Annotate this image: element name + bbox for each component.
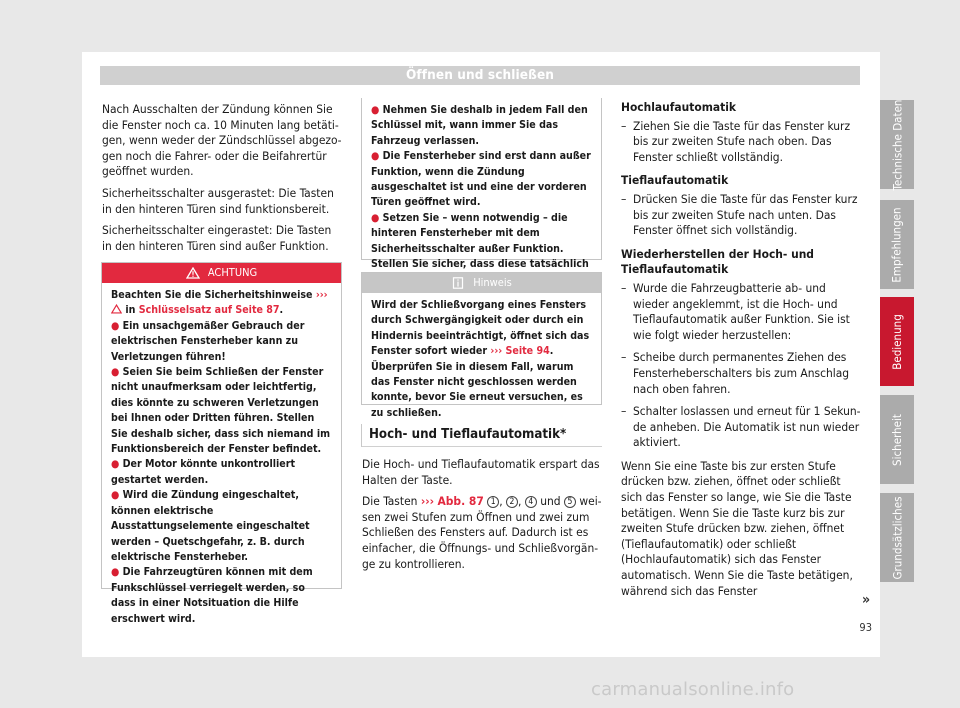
warning-intro bbox=[111, 288, 332, 319]
warning-bullet: ● Wird die Zündung eingeschaltet, können elektrische Ausstattungselemente eingeschaltet werden – Quetschgefahr, z. B. durch elektrische Fensterheber. bbox=[111, 489, 310, 563]
tab-label: Bedienung bbox=[890, 313, 904, 370]
warning-bullet: ● Seien Sie beim Schließen der Fenster nicht unaufmerksam oder leichtfertig, dies könnte zu schweren Verletzungen bei Ihnen oder Dritten führen. Stellen Sie deshalb sicher, dass sich niemand im Funktionsbereich der Fenster befindet. bbox=[111, 366, 331, 456]
paragraph: Wenn Sie eine Taste bis zur ersten Stufe drücken bzw. ziehen, öffnet oder schließt sich das Fenster so lange, wie Sie die Taste betätigen. Wenn Sie die Taste kurz bis zur zweiten Stufe drücken bzw. ziehen, öffnet (Tieflaufautomatik) oder schließt (Hochlaufautomatik) sich das Fenster automatisch. Wenn Sie die Taste betätigen, während sich das Fenster bbox=[621, 458, 853, 598]
paragraph: Sicherheitsschalter ausgerastet: Die Tasten in den hinteren Türen sind funktionsbereit. bbox=[102, 185, 334, 216]
paragraph: Die Hoch- und Tieflaufautomatik erspart das Halten der Taste. bbox=[362, 457, 600, 487]
note-page-link[interactable]: Seite 94 bbox=[505, 345, 550, 358]
section-heading-text: Hoch- und Tieflaufautomatik* bbox=[369, 427, 567, 442]
note-text bbox=[371, 298, 592, 421]
warning-intro-in: in bbox=[125, 304, 136, 317]
warning-bullet-text: Setzen Sie – wenn notwendig – die hinteren Fensterheber mit dem Sicherheitsschalter außer Funktion. Stellen Sie sicher, dass diese tatsächlich bbox=[371, 211, 589, 271]
subheading: Hochlaufautomatik bbox=[621, 100, 736, 114]
warning-bullet-text: Der Motor könnte unkontrolliert gestartet werden. bbox=[111, 458, 295, 486]
continue-arrow-icon: » bbox=[862, 592, 871, 608]
warning-triangle-icon bbox=[186, 267, 200, 279]
note-text-pre: Wird der Schließvorgang eines Fensters durch Schwergängigkeit oder durch ein Hindernis beeinträchtigt, öffnet sich das Fenster sofort wieder bbox=[371, 299, 590, 358]
warning-bullet: ● Die Fahrzeugtüren können mit dem Funkschlüssel verriegelt werden, so dass in einer Notsituation die Hilfe erschwert wird. bbox=[111, 566, 313, 625]
warning-bullet-text: Nehmen Sie deshalb in jedem Fall den Schlüssel mit, wann immer Sie das Fahrzeug verlassen. bbox=[371, 104, 588, 147]
warning-bullet-text: Die Fensterheber sind erst dann außer Funktion, wenn die Zündung ausgeschaltet ist und eine der vorderen Türen geöffnet wird. bbox=[371, 150, 591, 209]
keys-text-und: und bbox=[540, 494, 561, 509]
warning-bullet-text: Ein unsachgemäßer Gebrauch der elektrischen Fensterheber kann zu Verletzungen führen! bbox=[111, 319, 305, 363]
callout-number: 1 bbox=[487, 496, 499, 508]
warning-box-continued bbox=[361, 98, 602, 271]
subheading: Tieflaufautomatik bbox=[621, 173, 729, 188]
page-title-bar bbox=[100, 66, 860, 85]
note-body bbox=[362, 293, 601, 428]
warning-bullet-text: Die Fahrzeugtüren können mit dem Funkschlüssel verriegelt werden, so dass in einer Notsituation die Hilfe erschwert wird. bbox=[111, 566, 313, 625]
link-arrow: ››› bbox=[490, 345, 503, 358]
warning-header bbox=[102, 263, 341, 283]
warning-body bbox=[102, 283, 341, 634]
note-box bbox=[361, 272, 602, 419]
note-title: Hinweis bbox=[473, 276, 512, 290]
subheading: Wiederherstellen der Hoch- und Tieflaufautomatik bbox=[621, 246, 814, 277]
watermark: carmanualsonline.info bbox=[591, 679, 795, 700]
warning-triangle-icon bbox=[111, 304, 122, 314]
warning-bullet-text: Wird die Zündung eingeschaltet, können elektrische Ausstattungselemente eingeschaltet werden – Quetschgefahr, z. B. durch elektrische Fensterheber. bbox=[111, 489, 310, 563]
warning-title: ACHTUNG bbox=[207, 266, 258, 280]
warning-intro-text: Beachten Sie die Sicherheitshinweise bbox=[111, 289, 313, 301]
warning-bullet: ● Der Motor könnte unkontrolliert gestartet werden. bbox=[111, 458, 295, 486]
paragraph: Nach Ausschalten der Zündung können Sie die Fenster noch ca. 10 Minuten lang betätigen, wenn weder der Zündschlüssel abgezogen noch die Fahrer- oder die Beifahrertür geöffnet wurden. bbox=[102, 102, 342, 179]
list-item: – Ziehen Sie die Taste für das Fenster kurz bis zur zweiten Stufe nach oben. Das Fenster schließt vollständig. bbox=[621, 119, 861, 166]
warning-link[interactable]: Schlüsselsatz auf Seite 87 bbox=[138, 304, 280, 317]
warning-box bbox=[101, 262, 342, 625]
warning-bullet: ● Die Fensterheber sind erst dann außer Funktion, wenn die Zündung ausgeschaltet ist und eine der vorderen Türen geöffnet wird. bbox=[371, 150, 591, 209]
warning-intro-end: . bbox=[279, 304, 284, 317]
warning-bullet: ● Nehmen Sie deshalb in jedem Fall den Schlüssel mit, wann immer Sie das Fahrzeug verlassen. bbox=[371, 104, 588, 147]
dash-list bbox=[621, 281, 861, 451]
note-text-post: . Überprüfen Sie in diesem Fall, warum das Fenster nicht geschlossen werden konnte, bevor Sie erneut versuchen, es zu schließen. bbox=[371, 345, 583, 419]
callout-number: 4 bbox=[525, 496, 537, 508]
warning-bullet-text: Seien Sie beim Schließen der Fenster nicht unaufmerksam oder leichtfertig, dies könnte zu schweren Verletzungen bei Ihnen oder Dritten führen. Stellen Sie deshalb sicher, dass sich niemand im Funktionsbereich der Fenster befindet. bbox=[111, 366, 331, 456]
info-icon bbox=[451, 277, 465, 289]
paragraph-keys: Die Tasten ››› Abb. 87 1 , 2 , 4 und 5 weisen zwei Stufen zum Öffnen und zwei zum Schließen des Fensters auf. Dadurch ist es einfacher, die Öffnungs- und Schließvorgänge zu kontrollieren. bbox=[362, 494, 602, 571]
list-item: – Drücken Sie die Taste für das Fenster kurz bis zur zweiten Stufe nach unten. Das Fenster öffnet sich vollständig. bbox=[621, 192, 861, 239]
tab-bedienung[interactable] bbox=[880, 297, 914, 386]
keys-text-pre: Die Tasten bbox=[362, 494, 418, 509]
tab-label: Sicherheit bbox=[890, 413, 904, 466]
column-1 bbox=[102, 102, 342, 260]
note-header bbox=[362, 273, 601, 293]
callout-number: 5 bbox=[564, 496, 576, 508]
tab-technische-daten[interactable] bbox=[880, 100, 914, 189]
section-heading-bar bbox=[361, 424, 362, 447]
tab-grundsaetzliches[interactable] bbox=[880, 493, 914, 582]
column-3 bbox=[621, 100, 861, 605]
tab-label: Technische Daten bbox=[890, 99, 904, 190]
tab-sicherheit[interactable] bbox=[880, 395, 914, 484]
link-arrow: ››› bbox=[420, 494, 435, 509]
section-heading bbox=[361, 424, 602, 447]
list-item: – Wurde die Fahrzeugbatterie ab- und wieder angeklemmt, ist die Hoch- und Tieflaufautomatik außer Funktion. Sie ist wie folgt wieder herzustellen: bbox=[621, 281, 861, 343]
page-title: Öffnen und schließen bbox=[405, 67, 555, 83]
tab-label: Empfehlungen bbox=[890, 206, 904, 283]
dash-list bbox=[621, 119, 861, 166]
callout-number: 2 bbox=[506, 496, 518, 508]
list-item: – Schalter loslassen und erneut für 1 Sekunde anheben. Die Automatik ist nun wieder aktiviert. bbox=[621, 404, 861, 451]
section-body bbox=[362, 457, 602, 578]
paragraph: Sicherheitsschalter eingerastet: Die Tasten in den hinteren Türen sind außer Funktion. bbox=[102, 223, 332, 253]
keys-text-post: weisen zwei Stufen zum Öffnen und zwei zum Schließen des Fensters auf. Dadurch ist es einfacher, die Öffnungs- und Schließvorgänge zu kontrollieren. bbox=[362, 494, 602, 571]
link-arrow: ››› bbox=[315, 289, 328, 301]
warning-bullet: ● Setzen Sie – wenn notwendig – die hinteren Fensterheber mit dem Sicherheitsschalter außer Funktion. Stellen Sie sicher, dass diese tatsächlich bbox=[371, 211, 592, 288]
warning-continued-body bbox=[362, 98, 601, 295]
dash-list bbox=[621, 192, 861, 239]
warning-bullet: ● Ein unsachgemäßer Gebrauch der elektrischen Fensterheber kann zu Verletzungen führen! bbox=[111, 319, 305, 363]
tab-label: Grundsätzliches bbox=[890, 496, 904, 579]
list-item: – Scheibe durch permanentes Ziehen des Fensterheberschalters bis zum Anschlag nach oben fahren. bbox=[621, 350, 861, 397]
side-tabs bbox=[880, 100, 914, 595]
page-number: 93 bbox=[859, 621, 872, 634]
figure-link[interactable]: Abb. 87 bbox=[437, 494, 484, 509]
tab-empfehlungen[interactable] bbox=[880, 200, 914, 289]
